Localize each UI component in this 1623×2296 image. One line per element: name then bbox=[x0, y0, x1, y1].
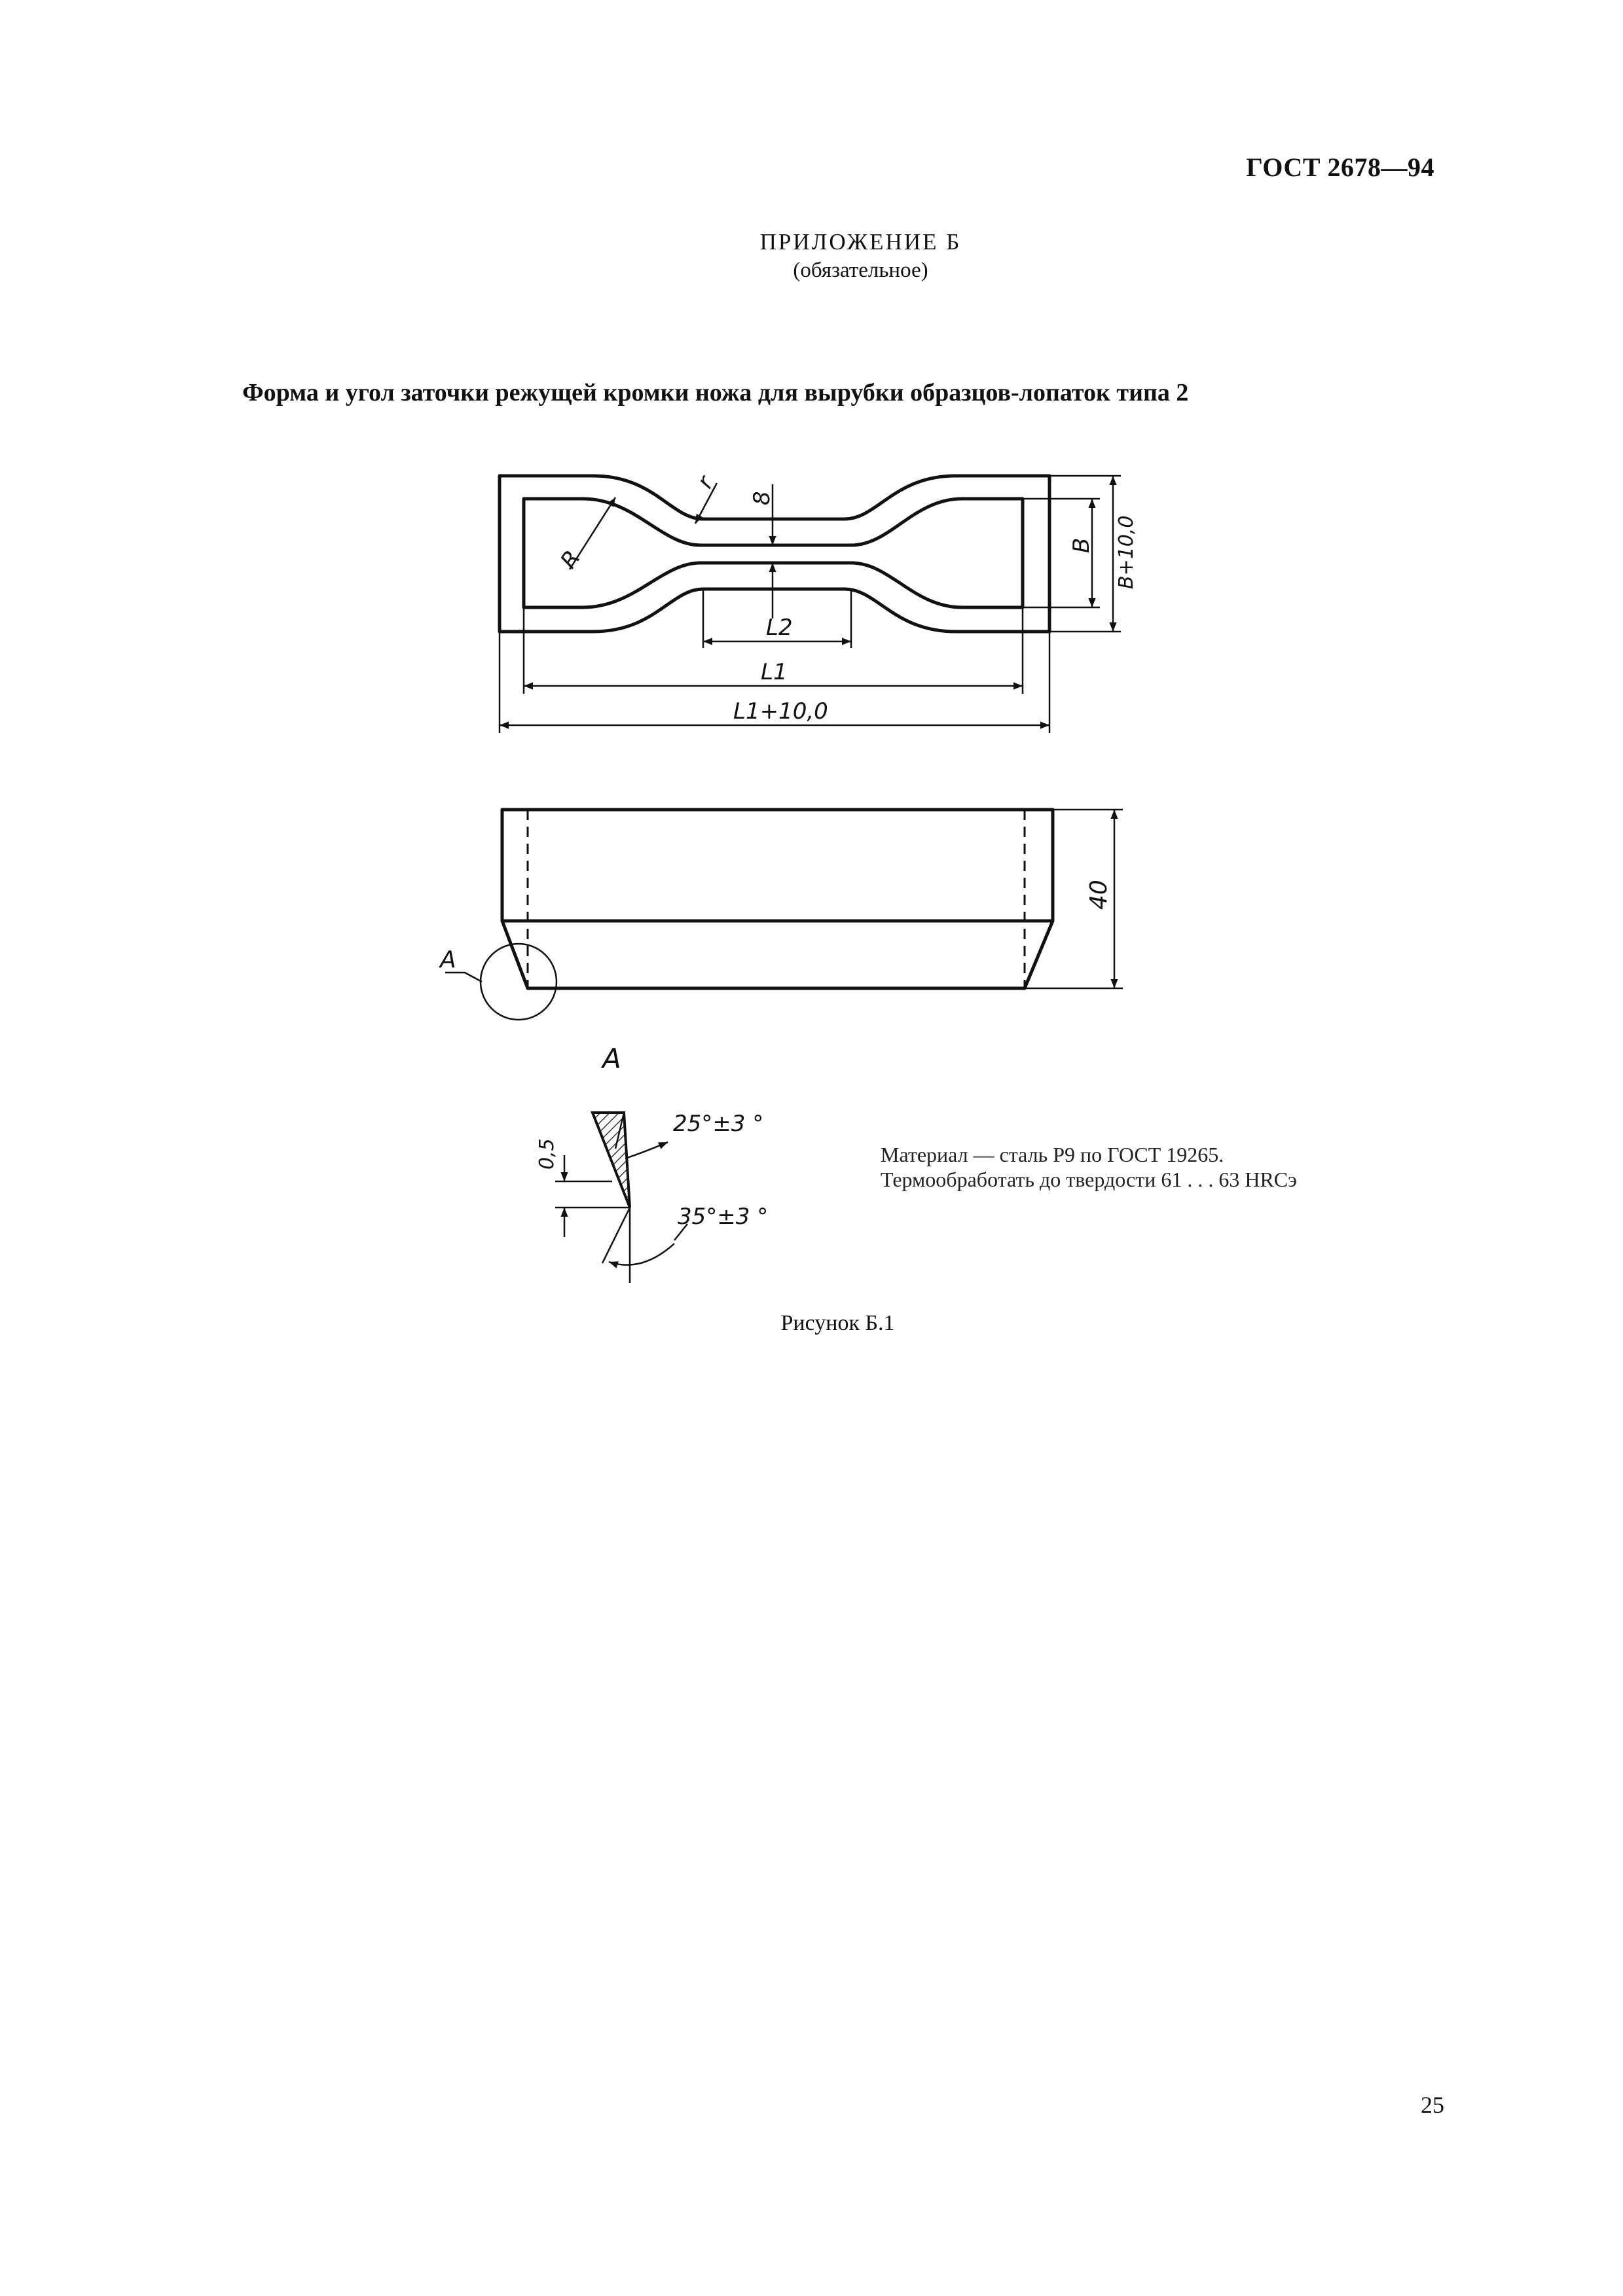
label-L1: L1 bbox=[761, 659, 788, 685]
standard-number: ГОСТ 2678—94 bbox=[1246, 152, 1434, 182]
detail-A-leader bbox=[445, 973, 482, 982]
label-L2: L2 bbox=[766, 615, 793, 641]
annex-title: ПРИЛОЖЕНИЕ Б bbox=[759, 229, 962, 255]
figure-caption: Рисунок Б.1 bbox=[780, 1311, 895, 1335]
front-view-outline bbox=[502, 810, 1053, 988]
label-detail-A: A bbox=[602, 1043, 621, 1075]
knife-front-view bbox=[502, 810, 1053, 988]
angle35-arc bbox=[609, 1244, 674, 1265]
label-B: B bbox=[1068, 537, 1095, 553]
angle35-ref2 bbox=[602, 1208, 630, 1263]
label-8: 8 bbox=[749, 491, 775, 505]
top-view-dimensions bbox=[500, 476, 1121, 733]
page-number: 25 bbox=[1421, 2092, 1444, 2118]
blade-section bbox=[593, 1113, 630, 1208]
angle25-arc bbox=[625, 1142, 668, 1158]
annex-status: (обязательное) bbox=[793, 259, 928, 282]
label-half: 0,5 bbox=[536, 1138, 558, 1170]
document-heading: Форма и угол заточки режущей кромки ножа для вырубки образцов-лопаток типа 2 bbox=[242, 379, 1189, 406]
material-line: Материал — сталь Р9 по ГОСТ 19265. bbox=[881, 1143, 1224, 1166]
material-note bbox=[881, 1142, 1297, 1192]
detail-A-circle bbox=[481, 944, 556, 1020]
label-r: r bbox=[691, 472, 720, 493]
detail-A-view bbox=[536, 1111, 768, 1283]
label-view-A: A bbox=[440, 946, 456, 973]
label-40: 40 bbox=[1085, 880, 1112, 910]
label-angle-25: 25°±3 ° bbox=[673, 1111, 764, 1137]
hardness-line: Термообработать до твердости 61 . . . 63 HRCэ bbox=[881, 1168, 1297, 1191]
label-R: R bbox=[555, 545, 586, 574]
label-Bplus: B+10,0 bbox=[1115, 515, 1138, 589]
label-L1plus: L1+10,0 bbox=[733, 698, 828, 725]
label-angle-35: 35°±3 ° bbox=[678, 1204, 769, 1230]
